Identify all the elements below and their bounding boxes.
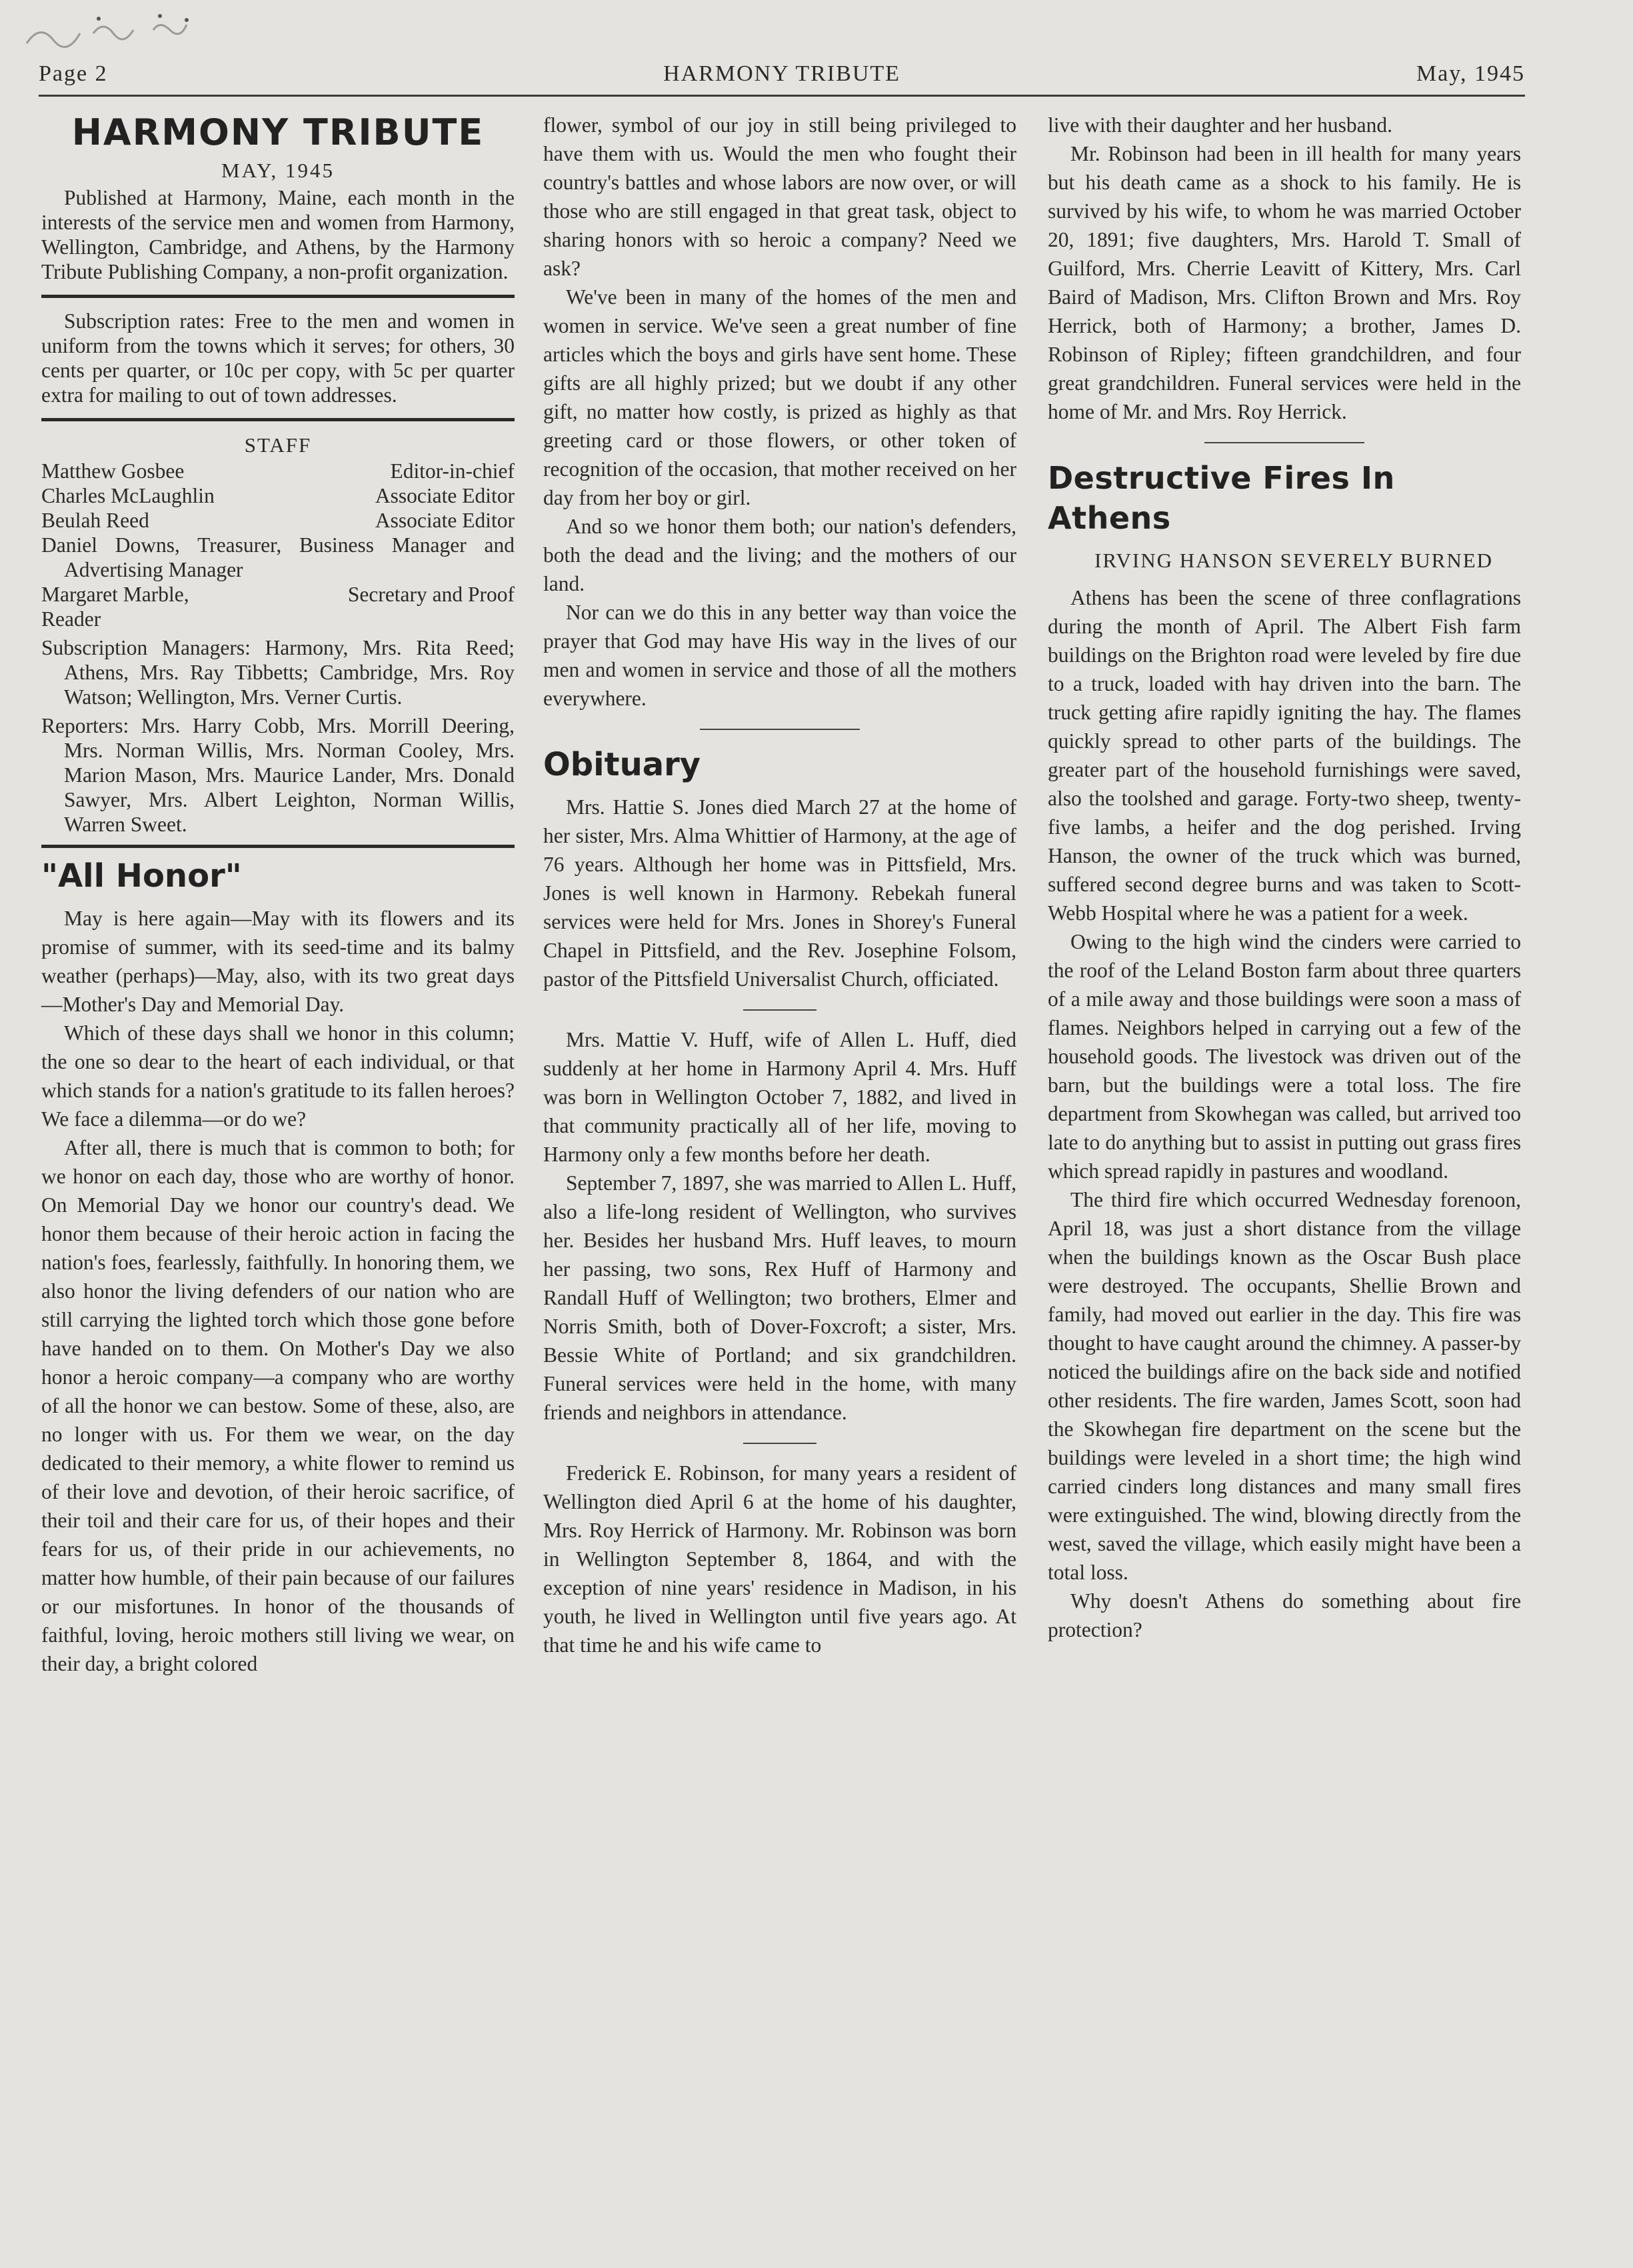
divider-rule [743, 1009, 816, 1011]
fires-p3: The third fire which occurred Wednesday forenoon, April 18, was just a short distance from the village when the buildings known as the Oscar Bush place were destroyed. The occupants, Shellie Brown and family, had moved out earlier in the day. This fire was thought to have caught around the chimney. A passer-by noticed the buildings afire on the back side and notified other residents. The fire warden, James Scott, soon had the Skowhegan fire department on the scene but the buildings were leveled in a short time; the high wind carried cinders long distances and many small fires were extinguished. The wind, blowing directly from the west, saved the village, which easily might have been a total loss. [1048, 1188, 1521, 1584]
subscription-rates: Subscription rates: Free to the men and women in uniform from the towns which it serves; for others, 30 cents per quarter, or 10c per copy, with 5c per quarter extra for mailing to out of town addresses. [41, 309, 515, 407]
obituary-huff-1: Mrs. Mattie V. Huff, wife of Allen L. Huff, died suddenly at her home in Harmony April 4. Mrs. Huff was born in Wellington October 7, 1882, and lived in that community practically all of her life, moving to Harmony only a few months before her death. [543, 1028, 1016, 1166]
all-honor-p6: And so we honor them both; our nation's defenders, both the dead and the living; and the mothers of our land. [543, 515, 1016, 595]
fires-p1: Athens has been the scene of three conflagrations during the month of April. The Albert Fish farm buildings on the Brighton road were leveled by fire due to a truck, loaded with hay driven into the barn. The truck getting afire rapidly igniting the hay. The flames quickly spread to other parts of the buildings. The greater part of the household furnishings were saved, also the toolshed and garage. Forty-two sheep, twenty-five lambs, a heifer and the dog perished. Irving Hanson, the owner of the truck which was burned, suffered second degree burns and was taken to Scott-Webb Hospital where he was a patient for a week. [1048, 586, 1521, 925]
column-1 [41, 111, 515, 1678]
all-honor-p2: Which of these days shall we honor in this column; the one so dear to the heart of each individual, or that which stands for a nation's gratitude to its fallen heroes? We face a dilemma—or do we? [41, 1021, 515, 1131]
staff-heading: STAFF [244, 433, 312, 457]
staff-row: Matthew Gosbee Editor-in-chief [41, 459, 515, 483]
staff-marble-cont: Reader [41, 607, 101, 631]
staff-row: Beulah Reed Associate Editor [41, 509, 515, 532]
all-honor-p5: We've been in many of the homes of the men and women in service. We've seen a great number of fine articles which the boys and girls have sent home. These gifts are all highly prized; but we doubt if any other gift, no matter how costly, is prized as highly as that greeting card or those flowers, or other token of recognition of the occasion, that mother received on her day from her boy or girl. [543, 285, 1016, 509]
all-honor-title: "All Honor" [41, 857, 242, 895]
page-number: Page 2 [39, 61, 108, 86]
divider-rule [1204, 442, 1364, 443]
divider-rule [743, 1443, 816, 1444]
all-honor-p4: flower, symbol of our joy in still being privileged to have them with us. Would the men who fought their country's battles and whose labors are now over, or will those who are still engaged in that great task, object to sharing honors with so heroic a company? Need we ask? [543, 113, 1016, 280]
all-honor-p3: After all, there is much that is common to both; for we honor on each day, those who are worthy of honor. On Memorial Day we honor our country's dead. We honor them because of their heroic action in facing the nation's foes, fearlessly, faithfully. In honoring them, we also honor the living defenders of our nation who are still carrying the lighted torch which those gone before have handed on to them. On Mother's Day we also honor a heroic company—a company who are worthy of all the honor we can bestow. Some of these, also, are no longer with us. For them we wear, on the day dedicated to their memory, a white flower to remind us of their love and devotion, of their heroic sacrifice, of their toil and their care for us, of their hopes and their fears for us, of their pride in our achievements, no matter how humble, of their pain because of our failures or our misfortunes. In honor of the thousands of faithful, loving, heroic mothers still living we wear, on their day, a bright colored [41, 1136, 515, 1675]
masthead-issue: MAY, 1945 [221, 159, 335, 182]
staff-managers: Subscription Managers: Harmony, Mrs. Rita Reed; Athens, Mrs. Ray Tibbetts; Cambridge, Mrs. Roy Watson; Wellington, Mrs. Verner Curtis. [41, 636, 515, 709]
column-3 [1048, 111, 1521, 1644]
obituary-title: Obituary [543, 746, 701, 783]
divider-rule [700, 729, 860, 730]
staff-reporters: Reporters: Mrs. Harry Cobb, Mrs. Morrill Deering, Mrs. Norman Willis, Mrs. Norman Cooley, Mrs. Marion Mason, Mrs. Maurice Lander, Mrs. Donald Sawyer, Mrs. Albert Leighton, Norman Willis, Warren Sweet. [41, 714, 515, 836]
running-title: HARMONY TRIBUTE [663, 61, 900, 86]
staff-downs: Daniel Downs, Treasurer, Business Manager and Advertising Manager [41, 533, 515, 581]
staff-row: Charles McLaughlin Associate Editor [41, 484, 515, 507]
all-honor-p7: Nor can we do this in any better way than voice the prayer that God may have His way in the lives of our men and women in service and those of all the mothers everywhere. [543, 601, 1016, 710]
divider-rule [41, 418, 515, 421]
fires-p2: Owing to the high wind the cinders were carried to the roof of the Leland Boston farm about three quarters of a mile away and those buildings were soon a mass of flames. Neighbors helped in carrying out a few of the household goods. The livestock was driven out of the barn, but the buildings were a total loss. The fire department from Skowhegan was called, but arrived too late to do anything but to assist in putting out grass fires which spread rapidly in pastures and woodland. [1048, 930, 1521, 1183]
staff-row: Margaret Marble, Secretary and Proof [41, 583, 515, 606]
masthead-title: HARMONY TRIBUTE [71, 111, 485, 153]
fires-title: Destructive Fires In Athens [1048, 460, 1395, 536]
masthead-about: Published at Harmony, Maine, each month in the interests of the service men and women from Harmony, Wellington, Cambridge, and Athens, by the Harmony Tribute Publishing Company, a non-profit organization. [41, 186, 515, 283]
fires-p4: Why doesn't Athens do something about fire protection? [1048, 1589, 1521, 1641]
fires-subhead: IRVING HANSON SEVERELY BURNED [1094, 549, 1494, 572]
column-2 [543, 111, 1016, 1659]
obituary-robinson-1: Frederick E. Robinson, for many years a resident of Wellington died April 6 at the home of his daughter, Mrs. Roy Herrick of Harmony. Mr. Robinson was born in Wellington September 8, 1864, and with the exception of nine years' residence in Madison, in his youth, he lived in Wellington until five years ago. At that time he and his wife came to [543, 1461, 1016, 1657]
obituary-robinson-2: live with their daughter and her husband. [1048, 113, 1392, 137]
obituary-robinson-3: Mr. Robinson had been in ill health for many years but his death came as a shock to his family. He is survived by his wife, to whom he was married October 20, 1891; five daughters, Mrs. Harold T. Small of Guilford, Mrs. Cherrie Leavitt of Kittery, Mrs. Carl Baird of Madison, Mrs. Clifton Brown and Mrs. Roy Herrick, both of Harmony; a brother, James D. Robinson of Ripley; fifteen grandchildren, and four great grandchildren. Funeral services were held in the home of Mr. and Mrs. Roy Herrick. [1048, 142, 1521, 423]
all-honor-p1: May is here again—May with its flowers and its promise of summer, with its seed-time and its balmy weather (perhaps)—May, also, with its two great days—Mother's Day and Memorial Day. [41, 907, 515, 1016]
handwriting-scribble [20, 7, 220, 53]
running-date: May, 1945 [1416, 61, 1525, 86]
obituary-huff-2: September 7, 1897, she was married to Allen L. Huff, also a life-long resident of Wellington, who survives her. Besides her husband Mrs. Huff leaves, to mourn her passing, two sons, Rex Huff of Harmony and Randall Huff of Wellington; two brothers, Elmer and Norris Smith, both of Dover-Foxcroft; a sister, Mrs. Bessie White of Portland; and six grandchildren. Funeral services were held in the home, with many friends and neighbors in attendance. [543, 1171, 1016, 1424]
divider-rule [41, 845, 515, 848]
page-header [39, 61, 1525, 95]
header-rule [39, 95, 1525, 97]
obituary-jones: Mrs. Hattie S. Jones died March 27 at the home of her sister, Mrs. Alma Whittier of Harmony, at the age of 76 years. Although her home was in Pittsfield, Mrs. Jones is well known in Harmony. Rebekah funeral services were held for Mrs. Jones in Shorey's Funeral Chapel in Pittsfield, and the Rev. Josephine Folsom, pastor of the Pittsfield Universalist Church, officiated. [543, 795, 1016, 991]
divider-rule [41, 295, 515, 298]
